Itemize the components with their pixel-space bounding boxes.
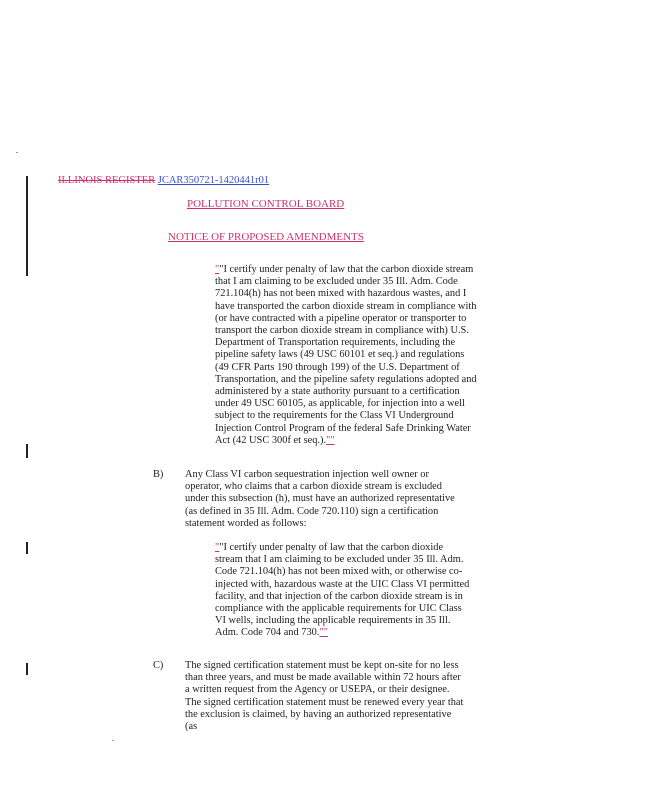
board-title: POLLUTION CONTROL BOARD [187,198,345,210]
change-bar [26,444,28,458]
certification-quote-2 [215,542,470,640]
insert-mark: "" [326,434,335,446]
paragraph-b: Any Class VI carbon sequestration injection well owner or operator, who claims that a carbon dioxide stream is excluded under this subsection (h), must have an authorized representative (as defined in 35 Ill. Adm. Code 720.110) sign a certification statement worded as follows: [185,469,455,529]
change-bar [26,663,28,675]
notice-title: NOTICE OF PROPOSED AMENDMENTS [168,231,364,243]
insert-mark: " [215,542,220,553]
paragraph-label-b: B) [153,469,164,480]
insert-mark: " [215,264,220,275]
insert-mark: "" [319,627,328,639]
register-struck-text: ILLINOIS REGISTER [58,175,156,186]
change-bar [26,176,28,276]
paragraph-c: The signed certification statement must be kept on-site for no less than three years, and must be made available within 72 hours after a written request from the Agency or USEPA, or their designee. The signed certification statement must be renewed every year that the exclusion is claimed, by having an authorized representative (as [185,660,464,733]
certification-quote-1 [215,264,477,447]
paragraph-label-c: C) [153,660,164,671]
register-header [58,175,269,186]
quote-body: "I certify under penalty of law that the carbon dioxide stream that I am claiming to be excluded under 35 Ill. Adm. Code 721.104(h) has not been mixed with, or otherwise co-injected with, hazardous waste at the UIC Class VI permitted facility, and that injection of the carbon dioxide stream is in compliance with the applicable requirements for UIC Class VI wells, including the applicable requirements in 35 Ill. Adm. Code 704 and 730. [215,542,470,639]
scan-speck [16,152,18,153]
register-inserted-text: JCAR350721-1420441r01 [157,175,270,186]
scan-speck [112,740,114,741]
change-bar [26,542,28,554]
quote-body: "I certify under penalty of law that the carbon dioxide stream that I am claiming to be excluded under 35 Ill. Adm. Code 721.104(h) has not been mixed with hazardous wastes, and I have transported the carbon dioxide stream in compliance with (or have contracted with a pipeline operator or transporter to transport the carbon dioxide stream in compliance with) U.S. Department of Transportation requirements, including the pipeline safety laws (49 USC 60101 et seq.) and regulations (49 CFR Parts 190 through 199) of the U.S. Department of Transportation, and the pipeline safety regulations adopted and administered by a state authority pursuant to a certification under 49 USC 60105, as applicable, for injection into a well subject to the requirements for the Class VI Underground Injection Control Program of the federal Safe Drinking Water Act (42 USC 300f et seq.). [215,264,477,446]
